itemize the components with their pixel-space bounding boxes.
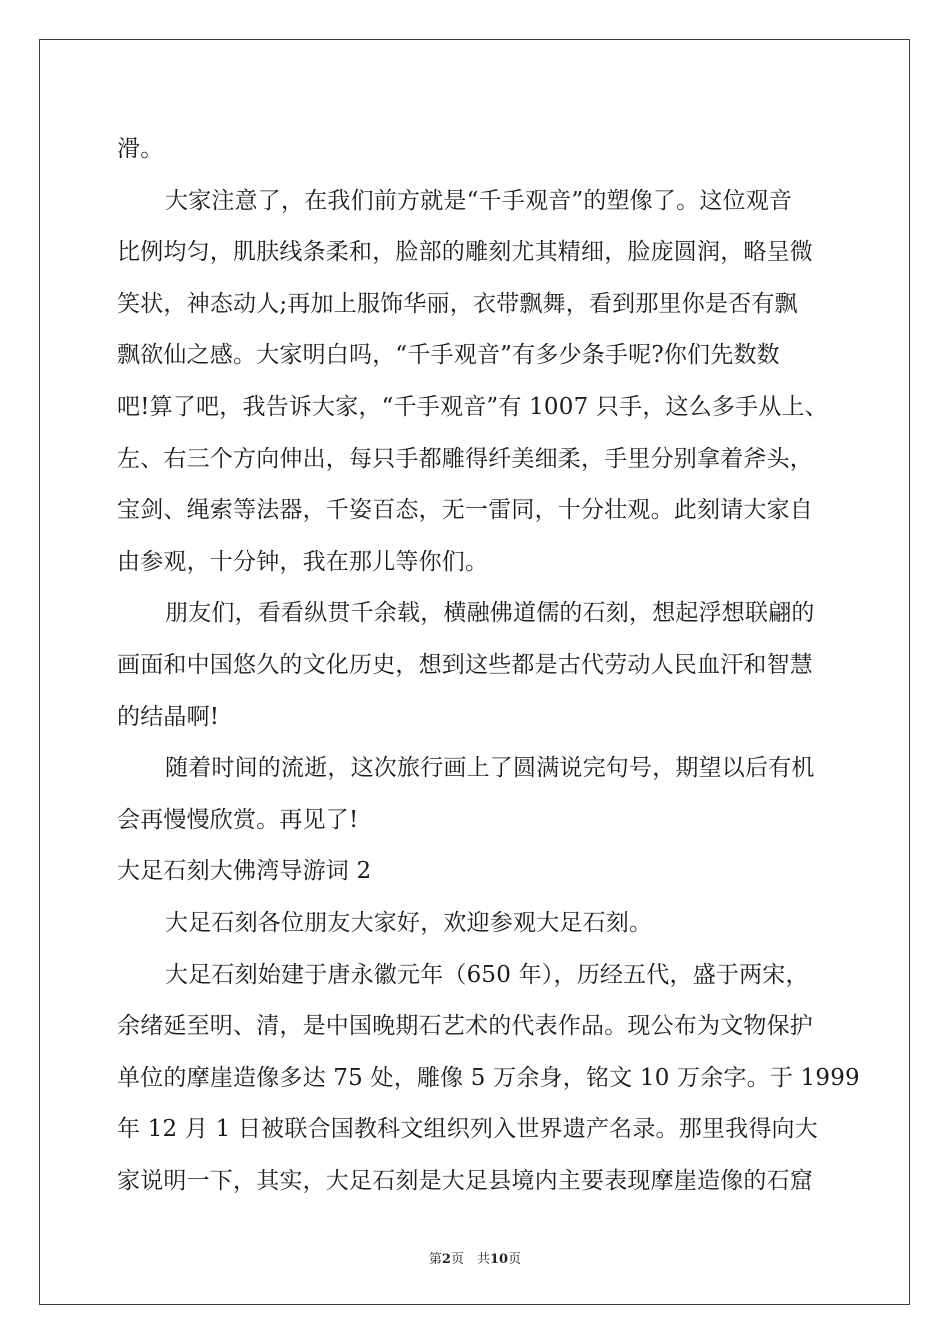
line-text: 左、右三个方向伸出，每只手都雕得纤美细柔，手里分别拿着斧头， [117, 445, 813, 472]
text-line [117, 330, 833, 382]
line-text: 飘欲仙之感。大家明白吗，“千手观音”有多少条手呢?你们先数数 [117, 342, 780, 369]
line-text: 吧!算了吧，我告诉大家，“千手观音”有 1007 只手，这么多手从上、 [117, 393, 828, 420]
line-text: 由参观，十分钟，我在那儿等你们。 [117, 548, 489, 575]
text-line [117, 588, 833, 640]
line-text: 笑状，神态动人;再加上服饰华丽，衣带飘舞，看到那里你是否有飘 [117, 290, 798, 317]
text-line [117, 1001, 833, 1053]
line-text: 朋友们，看看纵贯千余载，横融佛道儒的石刻，想起浮想联翩的 [165, 600, 815, 627]
line-text: 大家注意了，在我们前方就是“千手观音”的塑像了。这位观音 [165, 187, 793, 214]
text-line [117, 950, 833, 1002]
line-text: 的结晶啊! [117, 703, 220, 730]
text-line [117, 124, 833, 176]
line-text: 单位的摩崖造像多达 75 处，雕像 5 万余身，铭文 10 万余字。于 1999 [117, 1064, 860, 1091]
footer-mid: 页 共 [450, 1252, 490, 1267]
footer-prefix: 第 [428, 1252, 442, 1267]
heading-text: 大足石刻大佛湾导游词 2 [117, 858, 372, 885]
text-line [117, 743, 833, 795]
line-text: 会再慢慢欣赏。再见了! [117, 806, 359, 833]
total-page-count: 10 [489, 1252, 509, 1267]
line-text: 宝剑、绳索等法器，千姿百态，无一雷同，十分壮观。此刻请大家自 [117, 497, 813, 524]
page-footer [0, 1248, 950, 1267]
text-line [117, 227, 833, 279]
text-line [117, 176, 833, 228]
document-body [117, 124, 860, 1207]
text-line [117, 485, 833, 537]
text-line [117, 434, 833, 486]
text-line [117, 692, 833, 744]
line-text: 比例均匀，肌肤线条柔和，脸部的雕刻尤其精细，脸庞圆润，略呈微 [117, 239, 813, 266]
text-line [117, 795, 833, 847]
footer-suffix: 页 [508, 1252, 522, 1267]
text-line [117, 537, 833, 589]
text-line [117, 1104, 833, 1156]
current-page-number: 2 [441, 1252, 451, 1267]
line-text: 大足石刻始建于唐永徽元年（650 年），历经五代，盛于两宋， [165, 961, 809, 988]
line-text: 滑。 [117, 136, 164, 162]
text-line [117, 279, 833, 331]
line-text: 画面和中国悠久的文化历史，想到这些都是古代劳动人民血汗和智慧 [117, 651, 813, 678]
line-text: 余绪延至明、清，是中国晚期石艺术的代表作品。现公布为文物保护 [117, 1013, 813, 1040]
text-line [117, 382, 833, 434]
line-text: 随着时间的流逝，这次旅行画上了圆满说完句号，期望以后有机 [165, 755, 815, 782]
line-text: 年 12 月 1 日被联合国教科文组织列入世界遗产名录。那里我得向大 [117, 1116, 818, 1143]
text-line [117, 1053, 860, 1105]
text-line [117, 898, 833, 950]
text-line [117, 1156, 833, 1208]
text-line [117, 640, 833, 692]
section-heading [117, 846, 833, 898]
line-text: 大足石刻各位朋友大家好，欢迎参观大足石刻。 [165, 909, 653, 936]
line-text: 家说明一下，其实，大足石刻是大足县境内主要表现摩崖造像的石窟 [117, 1167, 813, 1194]
